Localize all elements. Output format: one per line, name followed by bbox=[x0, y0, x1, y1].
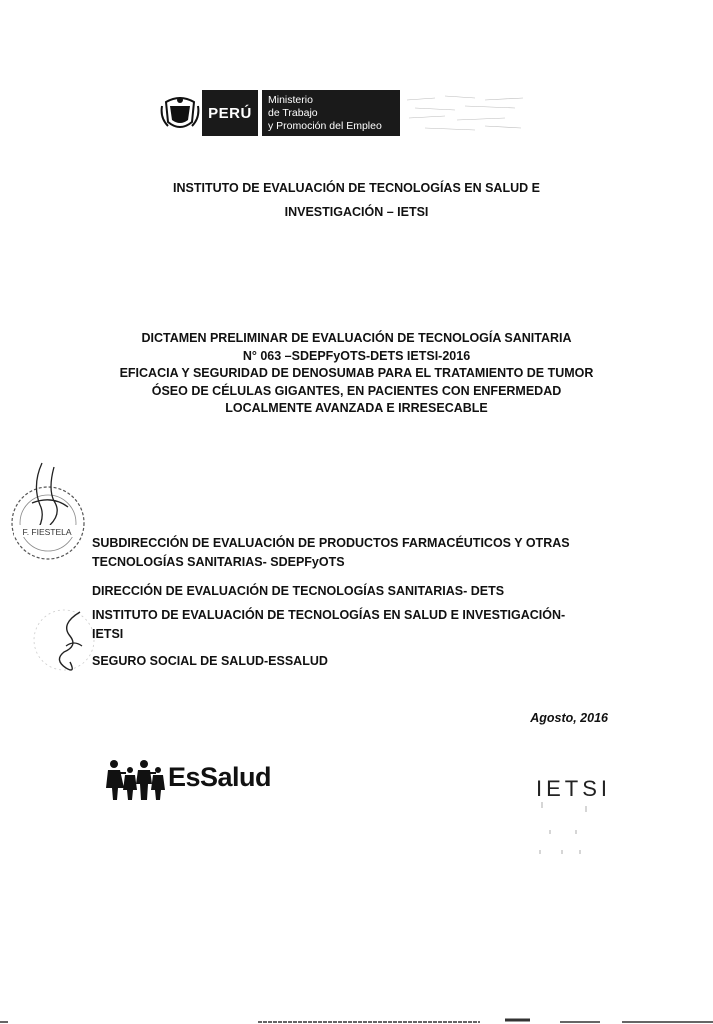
family-figures-icon bbox=[104, 758, 166, 802]
country-label: PERÚ bbox=[202, 90, 258, 136]
faint-scan-marks bbox=[405, 92, 525, 137]
institute-title-line-1: INSTITUTO DE EVALUACIÓN DE TECNOLOGÍAS EN SALUD E bbox=[173, 181, 540, 195]
dictamen-title bbox=[0, 330, 713, 418]
ministry-label bbox=[260, 90, 400, 136]
document-date: Agosto, 2016 bbox=[530, 711, 608, 725]
coat-of-arms-icon bbox=[160, 92, 200, 134]
ministry-line: de Trabajo bbox=[268, 107, 318, 119]
official-stamp bbox=[2, 455, 94, 575]
stamp-text: F. FIESTELA bbox=[22, 527, 72, 537]
dictamen-line: EFICACIA Y SEGURIDAD DE DENOSUMAB PARA EL TRATAMIENTO DE TUMOR bbox=[119, 366, 594, 380]
institute-title-line-2: INVESTIGACIÓN – IETSI bbox=[284, 205, 429, 219]
ietsi-wordmark: IETSI bbox=[536, 776, 612, 801]
ietsi-logo-marks bbox=[536, 800, 596, 860]
dictamen-line: ÓSEO DE CÉLULAS GIGANTES, EN PACIENTES CON ENFERMEDAD bbox=[151, 383, 562, 398]
signature-mark bbox=[30, 600, 100, 680]
essalud-wordmark: EsSalud bbox=[168, 762, 272, 792]
affiliation-ietsi: INSTITUTO DE EVALUACIÓN DE TECNOLOGÍAS EN SALUD E INVESTIGACIÓN- bbox=[92, 608, 566, 622]
dictamen-line: LOCALMENTE AVANZADA E IRRESECABLE bbox=[225, 401, 488, 415]
affiliation-ietsi-cont: IETSI bbox=[92, 627, 124, 641]
essalud-logo bbox=[104, 758, 304, 802]
affiliation-sdepfyots: SUBDIRECCIÓN DE EVALUACIÓN DE PRODUCTOS FARMACÉUTICOS Y OTRAS bbox=[92, 536, 570, 550]
ministry-line: Ministerio bbox=[268, 94, 313, 106]
dictamen-number: N° 063 –SDEPFyOTS-DETS IETSI-2016 bbox=[242, 348, 471, 363]
scan-edge-marks bbox=[0, 1010, 713, 1024]
affiliation-essalud: SEGURO SOCIAL DE SALUD-ESSALUD bbox=[92, 654, 328, 668]
affiliation-sdepfyots-cont: TECNOLOGÍAS SANITARIAS- SDEPFyOTS bbox=[92, 555, 345, 569]
affiliation-dets: DIRECCIÓN DE EVALUACIÓN DE TECNOLOGÍAS SANITARIAS- DETS bbox=[92, 584, 505, 598]
government-logo bbox=[160, 88, 400, 138]
ministry-line: y Promoción del Empleo bbox=[268, 120, 382, 132]
dictamen-line: DICTAMEN PRELIMINAR DE EVALUACIÓN DE TECNOLOGÍA SANITARIA bbox=[141, 331, 572, 345]
